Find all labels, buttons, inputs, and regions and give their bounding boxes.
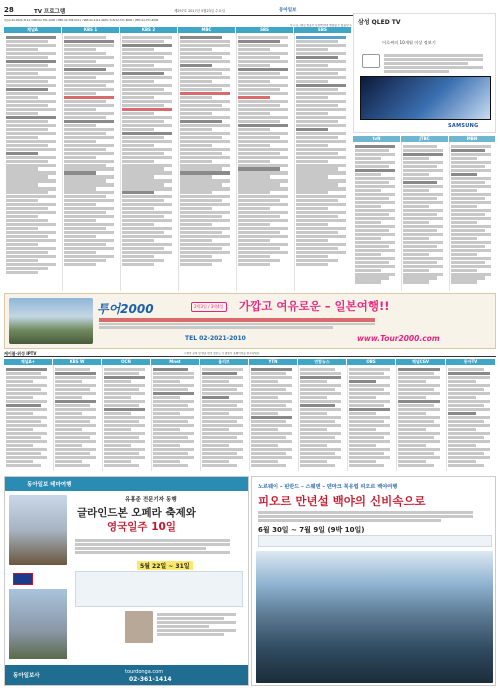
uk-guide-portrait — [125, 611, 153, 643]
cable-header-4: 올리브 — [200, 359, 249, 365]
nordic-schedule-box — [258, 535, 492, 547]
tour-offer-text — [99, 318, 399, 330]
channel-header-kbs2: KBS 2 — [120, 27, 178, 33]
cable-header-0: 채널A+ — [4, 359, 53, 365]
nordic-travel-ad[interactable] — [251, 476, 496, 686]
schedule-col-tvn — [355, 145, 399, 289]
right-schedule-grid — [353, 136, 496, 291]
samsung-ad[interactable] — [353, 13, 496, 133]
japan-castle-photo — [9, 298, 93, 344]
cable-header-1: KBS W — [53, 359, 102, 365]
samsung-body-text — [384, 54, 492, 74]
nordic-dates: 6월 30일 ~ 7월 9일 (9박 10일) — [258, 526, 365, 534]
schedule-col-mbc — [180, 36, 234, 288]
tour2000-ad[interactable] — [4, 293, 496, 349]
channel-header-mbc: MBC — [178, 27, 236, 33]
uk-ad-title-line2: 영국일주 10일 — [107, 521, 176, 533]
nordic-body-text — [258, 511, 492, 523]
schedule-col-jtbc — [403, 145, 447, 289]
main-schedule-grid — [4, 27, 352, 291]
cable-schedule-grid — [4, 359, 496, 471]
tour-headline: 가깝고 여유로운 – 일본여행!! — [239, 299, 390, 313]
subline-right: 이 프로그램은 방송사 사정에 따라 변경될 수 있습니다. — [290, 24, 352, 27]
cable-header-2: OCN — [102, 359, 151, 365]
uk-route-map — [75, 571, 243, 607]
cable-section-header — [4, 351, 496, 357]
tour-phone: TEL 02-2021-2010 — [185, 335, 246, 342]
cable-col-0 — [6, 368, 51, 468]
uk-ad-phone: 02-361-1414 — [129, 676, 172, 683]
cable-header-9: 동아TV — [446, 359, 496, 365]
page-number: 28 — [4, 6, 14, 14]
samsung-headline: 이로써의 10개월 이상 정보기 — [382, 40, 436, 45]
uk-ad-title-line1: 글라인드본 오페라 축제와 — [77, 507, 196, 519]
nordic-kicker: 노르웨이 – 핀란드 – 스웨덴 – 덴마크 북유럽 피오르 백야여행 — [258, 484, 398, 490]
tour-site[interactable]: www.Tour2000.com — [357, 334, 440, 343]
tour-duration-badge: 2박3일 / 3박4일 — [191, 302, 227, 312]
qled-tv-image — [360, 76, 491, 120]
tour2000-logo: 투어2000 — [97, 302, 154, 316]
cable-header-8: 채널CGV — [396, 359, 446, 365]
channel-header-jtbc: JTBC — [401, 136, 449, 142]
samsung-logo: SAMSUNG — [448, 123, 479, 129]
donga-org: 동아일보사 — [13, 673, 40, 679]
uk-ad-dates: 5월 22일 ~ 31일 — [137, 561, 193, 570]
channel-header-mbn: MBN — [449, 136, 496, 142]
channel-header-sbs: SBS — [236, 27, 294, 33]
award-emblem-icon — [362, 54, 380, 68]
nordic-title: 피오르 만년설 백야의 신비속으로 — [258, 494, 426, 508]
cable-col-1 — [55, 368, 100, 468]
cable-col-3 — [153, 368, 198, 468]
uk-ad-site[interactable]: tourdonga.com — [125, 669, 164, 675]
cable-header-5: YTN — [249, 359, 298, 365]
uk-ad-bigben-photo — [9, 495, 67, 565]
uk-castle-photo — [9, 589, 67, 659]
schedule-col-kbs2 — [122, 36, 176, 288]
uk-flag-icon — [13, 573, 33, 585]
cable-col-9 — [448, 368, 494, 468]
cable-col-8 — [398, 368, 444, 468]
uk-ad-body-text — [75, 539, 243, 555]
channel-header-ebs: EBS — [294, 27, 352, 33]
paper-name: 동아일보 — [279, 8, 297, 13]
cable-title: 케이블·위성 IPTV — [4, 351, 37, 356]
uk-ad-banner — [5, 477, 248, 491]
uk-banner-text: 동아일보 테마여행 — [27, 482, 72, 488]
channel-header-kbs1: KBS 1 — [62, 27, 120, 33]
schedule-col-mbn — [451, 145, 495, 289]
cable-col-2 — [104, 368, 149, 468]
samsung-ad-title: 삼성 QLED TV — [358, 19, 401, 26]
cable-col-4 — [202, 368, 247, 468]
cable-header-7: OBS — [347, 359, 396, 365]
schedule-col-kbs1 — [64, 36, 118, 288]
cable-col-6 — [300, 368, 345, 468]
fjord-photo — [256, 551, 493, 683]
issue-line: 제297호 2017년 5월23일 수요일 — [174, 9, 226, 13]
schedule-col-channela — [6, 36, 60, 288]
schedule-col-ebs — [296, 36, 350, 288]
uk-travel-ad[interactable] — [4, 476, 249, 686]
cable-header-3: Mnet — [151, 359, 200, 365]
channel-header-channela: 채널A — [4, 27, 62, 33]
subline-left: 채널A 02-2020-3114 / KBS 02-781-1000 / MBC 02-789-0011 / SBS 02-2113-4000 / tvN 02-371-8000 / JTBC 02-751-6000 — [4, 19, 159, 22]
section-title: TV 프로그램 — [34, 9, 66, 15]
schedule-col-sbs — [238, 36, 292, 288]
uk-schedule-text — [157, 613, 243, 637]
uk-ad-footer — [5, 665, 248, 685]
cable-col-7 — [349, 368, 394, 468]
cable-col-5 — [251, 368, 296, 468]
cable-note: 시청자 문의 및 방송 편성 정보는 각 방송사 홈페이지를 참고하세요. — [184, 352, 260, 355]
cable-header-6: 연합뉴스 — [298, 359, 347, 365]
channel-header-tvn: tvN — [353, 136, 401, 142]
guide-kicker: 유홍준 전문기자 동행 — [125, 497, 177, 503]
